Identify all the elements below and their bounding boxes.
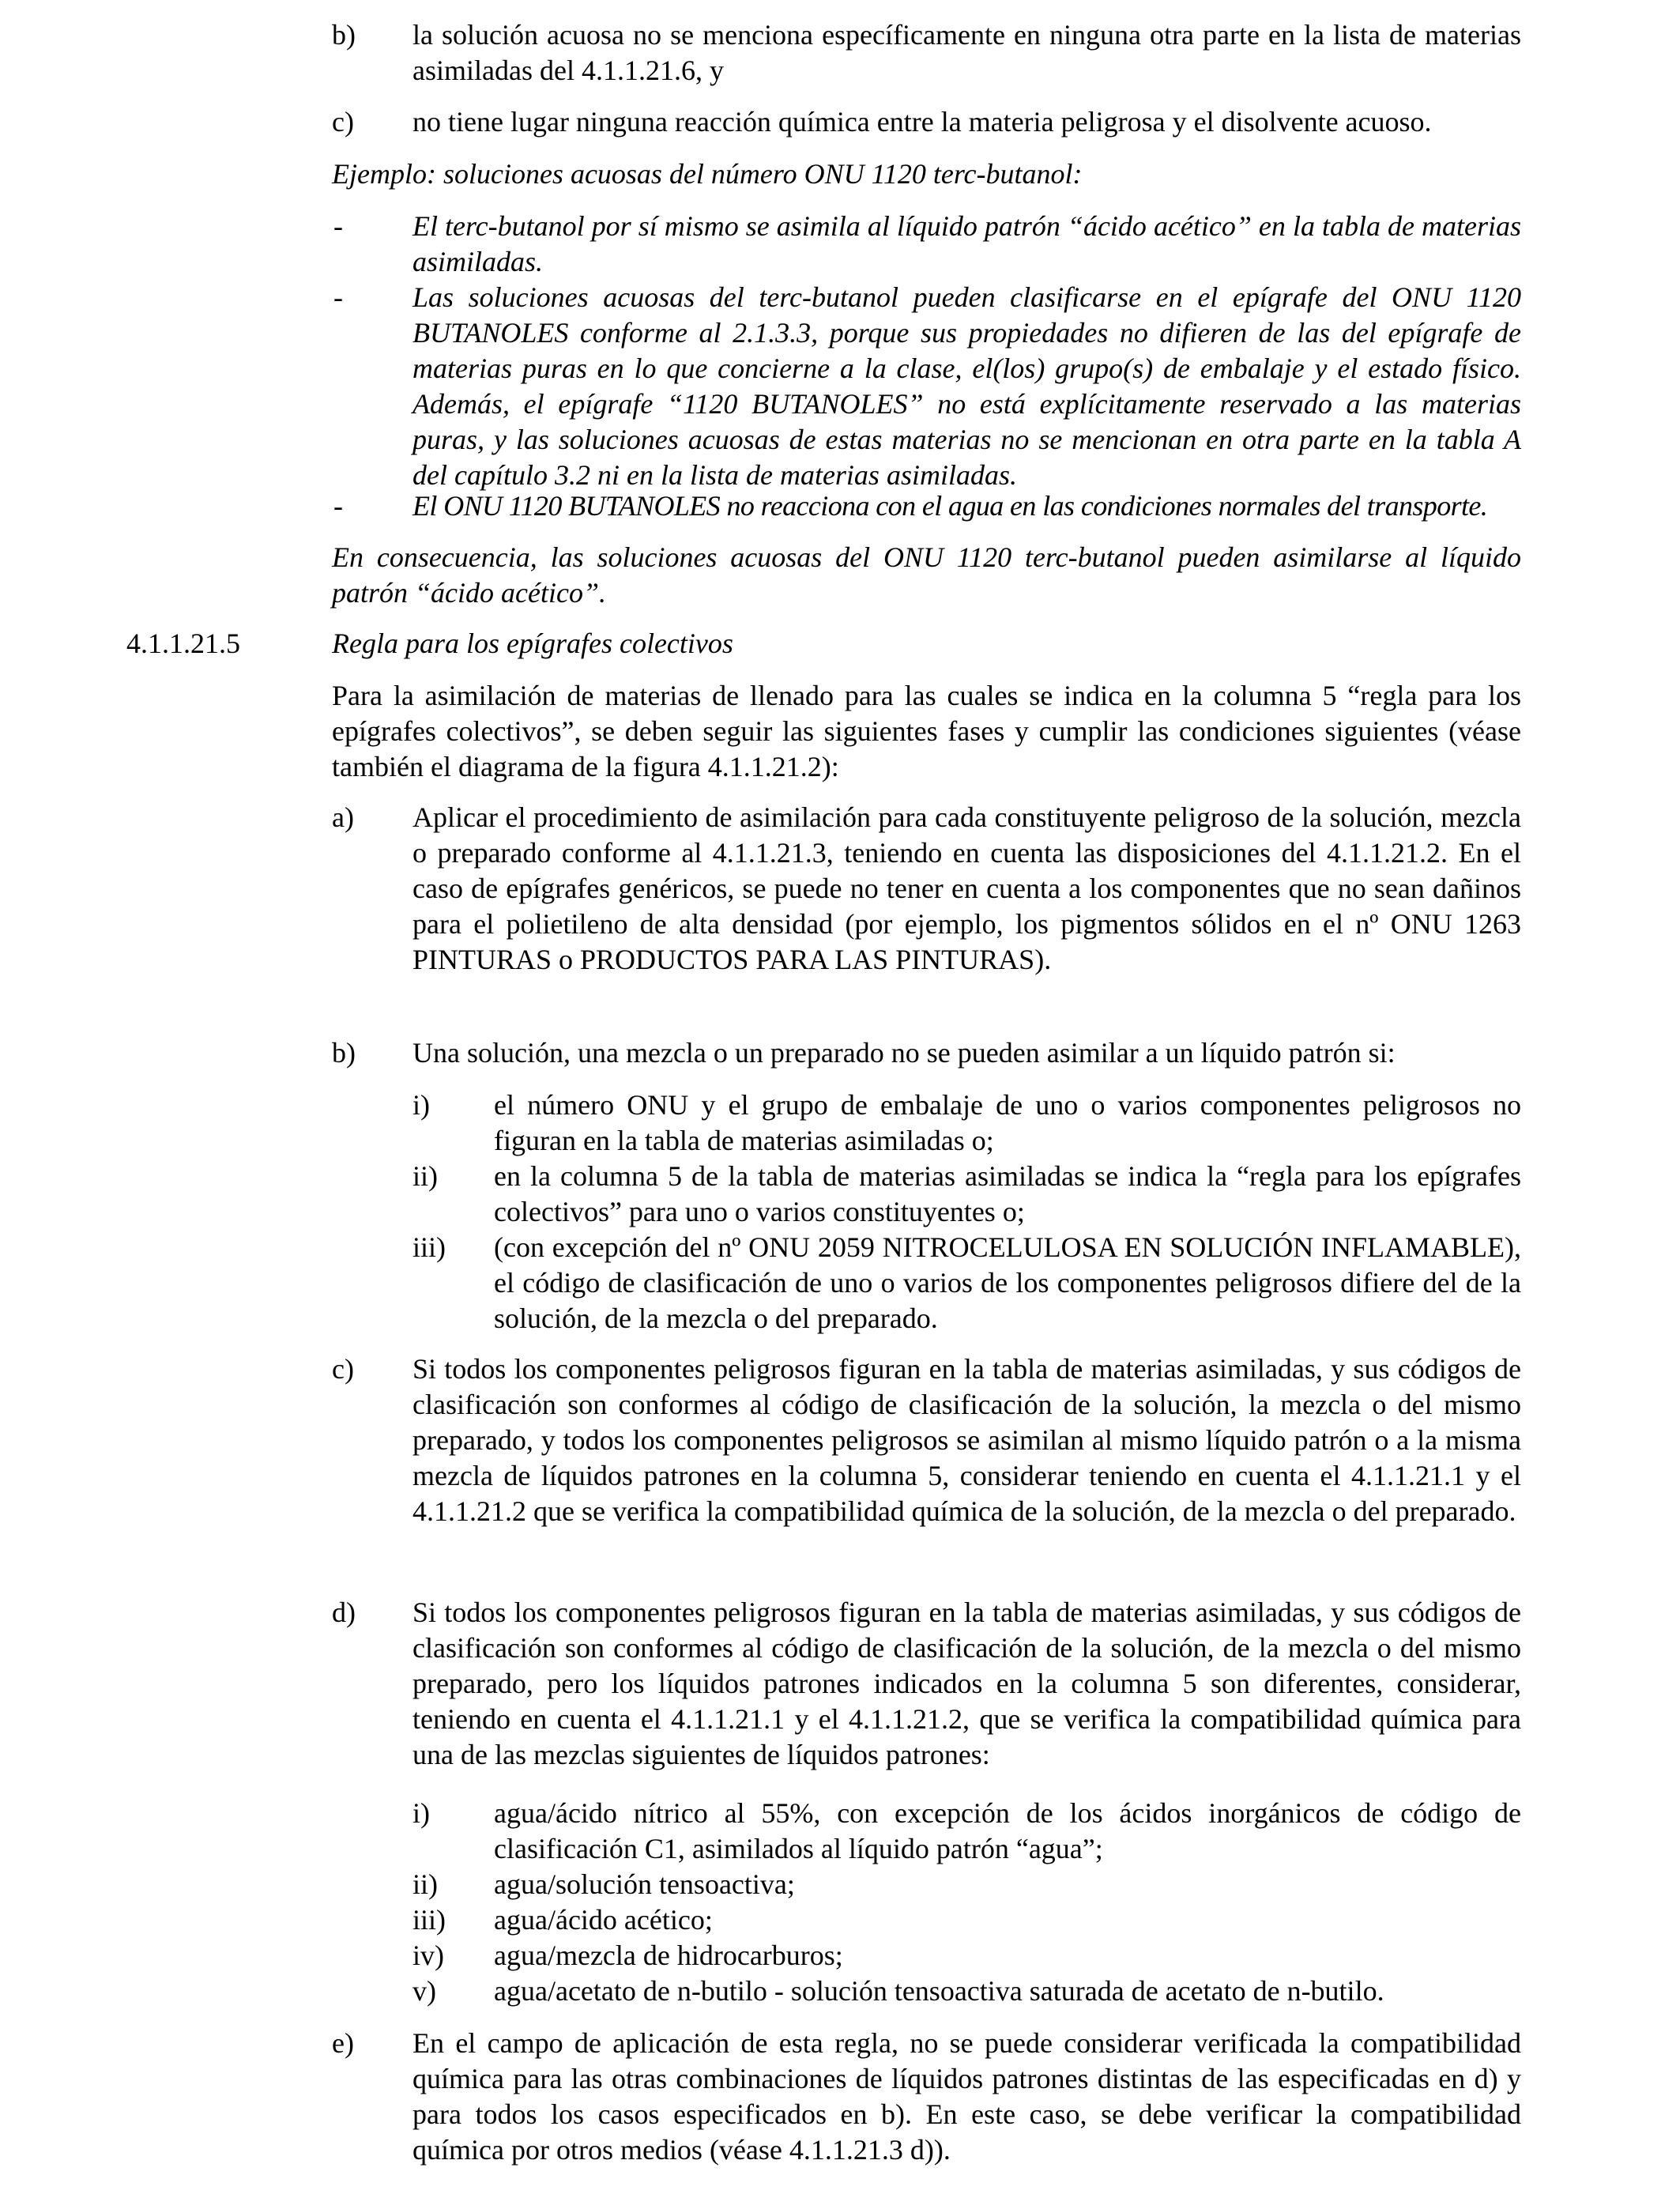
item-d-iii-text: agua/ácido acético;	[494, 1904, 713, 1936]
item-b-ii-text: en la columna 5 de la tabla de materias asimiladas se indica la “regla para los epígrafes colectivos” para uno o varios constituyentes o;	[494, 1160, 1521, 1227]
list-label-c: c)	[332, 106, 354, 138]
list-label-b: b)	[332, 19, 356, 51]
item-b-iii-text: (con excepción del nº ONU 2059 NITROCELULOSA EN SOLUCIÓN INFLAMABLE), el código de clasificación de uno o varios de los componentes peligrosos difiere del de la solución, de la mezcla o del preparado.	[494, 1231, 1521, 1334]
example-bullet-2: -	[333, 281, 343, 313]
example-title: Ejemplo: soluciones acuosas del número ONU 1120 terc-butanol:	[332, 158, 1083, 190]
item-b-i-text: el número ONU y el grupo de embalaje de uno o varios componentes peligrosos no figuran en la tabla de materias asimiladas o;	[494, 1089, 1521, 1156]
example-bullet-1: -	[333, 210, 343, 242]
item-e-text: En el campo de aplicación de esta regla, no se puede considerar verificada la compatibilidad química para las otras combinaciones de líquidos patrones distintas de las especificadas en d) y para todos los casos especificados en b). En este caso, se debe verificar la compatibilidad química por otros medios (véase 4.1.1.21.3 d)).	[412, 2027, 1521, 2166]
item-b-ii-label: ii)	[412, 1160, 438, 1192]
section-number: 4.1.1.21.5	[126, 628, 240, 659]
item-d-ii-text: agua/solución tensoactiva;	[494, 1868, 795, 1900]
item-d-iv-text: agua/mezcla de hidrocarburos;	[494, 1940, 843, 1971]
list-item-b-text: la solución acuosa no se menciona específicamente en ninguna otra parte en la lista de materias asimiladas del 4.1.1.21.6, y	[412, 19, 1521, 86]
item-d-text: Si todos los componentes peligrosos figuran en la tabla de materias asimiladas, y sus códigos de clasificación son conformes al código de clasificación de la solución, de la mezcla o del mismo preparado, pero los líquidos patrones indicados en la columna 5 son diferentes, considerar, teniendo en cuenta el 4.1.1.21.1 y el 4.1.1.21.2, que se verifica la compatibilidad química para una de las mezclas siguientes de líquidos patrones:	[412, 1596, 1521, 1770]
item-d-i-text: agua/ácido nítrico al 55%, con excepción de los ácidos inorgánicos de código de clasificación C1, asimilados al líquido patrón “agua”;	[494, 1797, 1521, 1864]
example-item-2: Las soluciones acuosas del terc-butanol pueden clasificarse en el epígrafe del ONU 1120 BUTANOLES conforme al 2.1.3.3, porque sus propiedades no difieren de las del epígrafe de materias puras en lo que concierne a la clase, el(los) grupo(s) de embalaje y el estado físico. Además, el epígrafe “1120 BUTANOLES” no está explícitamente reservado a las materias puras, y las soluciones acuosas de estas materias no se mencionan en otra parte en la tabla A del capítulo 3.2 ni en la lista de materias asimiladas.	[412, 281, 1521, 491]
item-d-ii-label: ii)	[412, 1868, 438, 1900]
item-a-text: Aplicar el procedimiento de asimilación para cada constituyente peligroso de la solución, mezcla o preparado conforme al 4.1.1.21.3, teniendo en cuenta las disposiciones del 4.1.1.21.2. En el caso de epígrafes genéricos, se puede no tener en cuenta a los componentes que no sean dañinos para el polietileno de alta densidad (por ejemplo, los pigmentos sólidos en el nº ONU 1263 PINTURAS o PRODUCTOS PARA LAS PINTURAS).	[412, 801, 1521, 975]
item-d-v-text: agua/acetato de n-butilo - solución tensoactiva saturada de acetato de n-butilo.	[494, 1975, 1384, 2007]
item-d-v-label: v)	[412, 1975, 436, 2007]
item-e-label: e)	[332, 2027, 354, 2059]
item-c-text: Si todos los componentes peligrosos figuran en la tabla de materias asimiladas, y sus códigos de clasificación son conformes al código de clasificación de la solución, la mezcla o del mismo preparado, y todos los componentes peligrosos se asimilan al mismo líquido patrón o a la misma mezcla de líquidos patrones en la columna 5, considerar teniendo en cuenta el 4.1.1.21.1 y el 4.1.1.21.2 que se verifica la compatibilidad química de la solución, de la mezcla o del preparado.	[412, 1353, 1521, 1527]
item-b-iii-label: iii)	[412, 1231, 446, 1263]
example-item-3: El ONU 1120 BUTANOLES no reacciona con el agua en las condiciones normales del transporte.	[412, 490, 1488, 522]
section-title: Regla para los epígrafes colectivos	[332, 628, 733, 659]
item-d-iv-label: iv)	[412, 1940, 444, 1971]
item-d-label: d)	[332, 1596, 356, 1628]
item-d-iii-label: iii)	[412, 1904, 446, 1936]
example-bullet-3: -	[333, 490, 343, 522]
item-c-label: c)	[332, 1353, 354, 1385]
item-d-i-label: i)	[412, 1797, 430, 1829]
item-b-label: b)	[332, 1037, 356, 1069]
item-b-text: Una solución, una mezcla o un preparado no se pueden asimilar a un líquido patrón si:	[412, 1037, 1396, 1069]
example-conclusion: En consecuencia, las soluciones acuosas del ONU 1120 terc-butanol pueden asimilarse al líquido patrón “ácido acético”.	[332, 541, 1521, 609]
item-a-label: a)	[332, 801, 354, 833]
example-item-1: El terc-butanol por sí mismo se asimila al líquido patrón “ácido acético” en la tabla de materias asimiladas.	[412, 210, 1521, 277]
list-item-c-text: no tiene lugar ninguna reacción química entre la materia peligrosa y el disolvente acuoso.	[412, 106, 1432, 138]
section-intro: Para la asimilación de materias de llenado para las cuales se indica en la columna 5 “regla para los epígrafes colectivos”, se deben seguir las siguientes fases y cumplir las condiciones siguientes (véase también el diagrama de la figura 4.1.1.21.2):	[332, 680, 1521, 782]
item-b-i-label: i)	[412, 1089, 430, 1121]
